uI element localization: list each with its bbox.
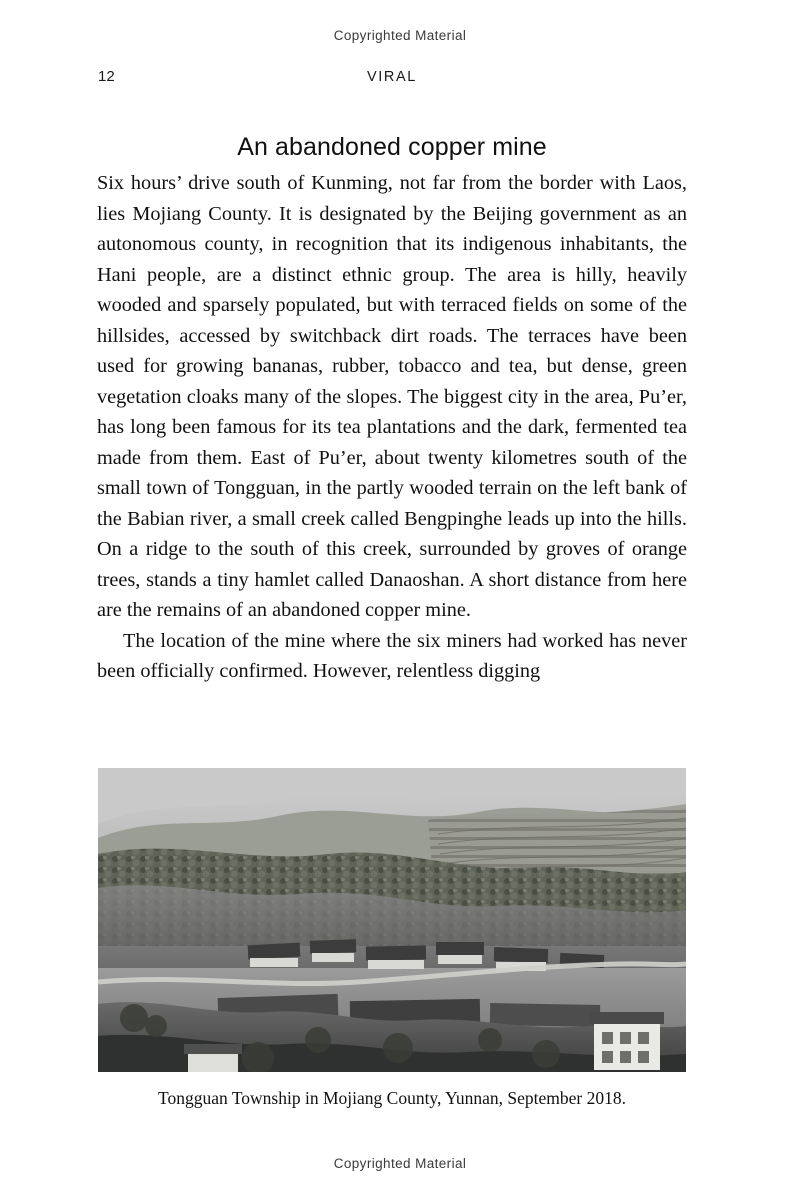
- figure: [98, 768, 686, 1109]
- running-head: [98, 68, 686, 88]
- copyright-notice-bottom: Copyrighted Material: [333, 1156, 467, 1171]
- page-number: 12: [98, 68, 115, 85]
- running-title: VIRAL: [367, 69, 417, 85]
- body-text: [97, 168, 687, 687]
- paragraph: Six hours’ drive south of Kunming, not far from the border with Laos, lies Mojiang County. It is designated by the Beijing government as an autonomous county, in recognition that its indigenous inhabitants, the Hani people, are a distinct ethnic group. The area is hilly, heavily wooded and sparsely populated, but with terraced fields on some of the hillsides, accessed by switchback dirt roads. The terraces have been used for growing bananas, rubber, tobacco and tea, but dense, green vegetation cloaks many of the slopes. The biggest city in the area, Pu’er, has long been famous for its tea plantations and the dark, fermented tea made from them. East of Pu’er, about twenty kilometres south of the small town of Tongguan, in the partly wooded terrain on the left bank of the Babian river, a small creek called Bengpinghe leads up into the hills. On a ridge to the south of this creek, surrounded by groves of orange trees, stands a tiny hamlet called Danaoshan. A short distance from here are the remains of an abandoned copper mine.: [97, 172, 687, 621]
- figure-caption: Tongguan Township in Mojiang County, Yunnan, September 2018.: [158, 1088, 626, 1108]
- paragraph: The location of the mine where the six miners had worked has never been officially confirmed. However, relentless digging: [97, 629, 687, 682]
- photograph: [98, 768, 686, 1072]
- copyright-notice-top: Copyrighted Material: [333, 28, 467, 43]
- chapter-heading: An abandoned copper mine: [237, 132, 547, 161]
